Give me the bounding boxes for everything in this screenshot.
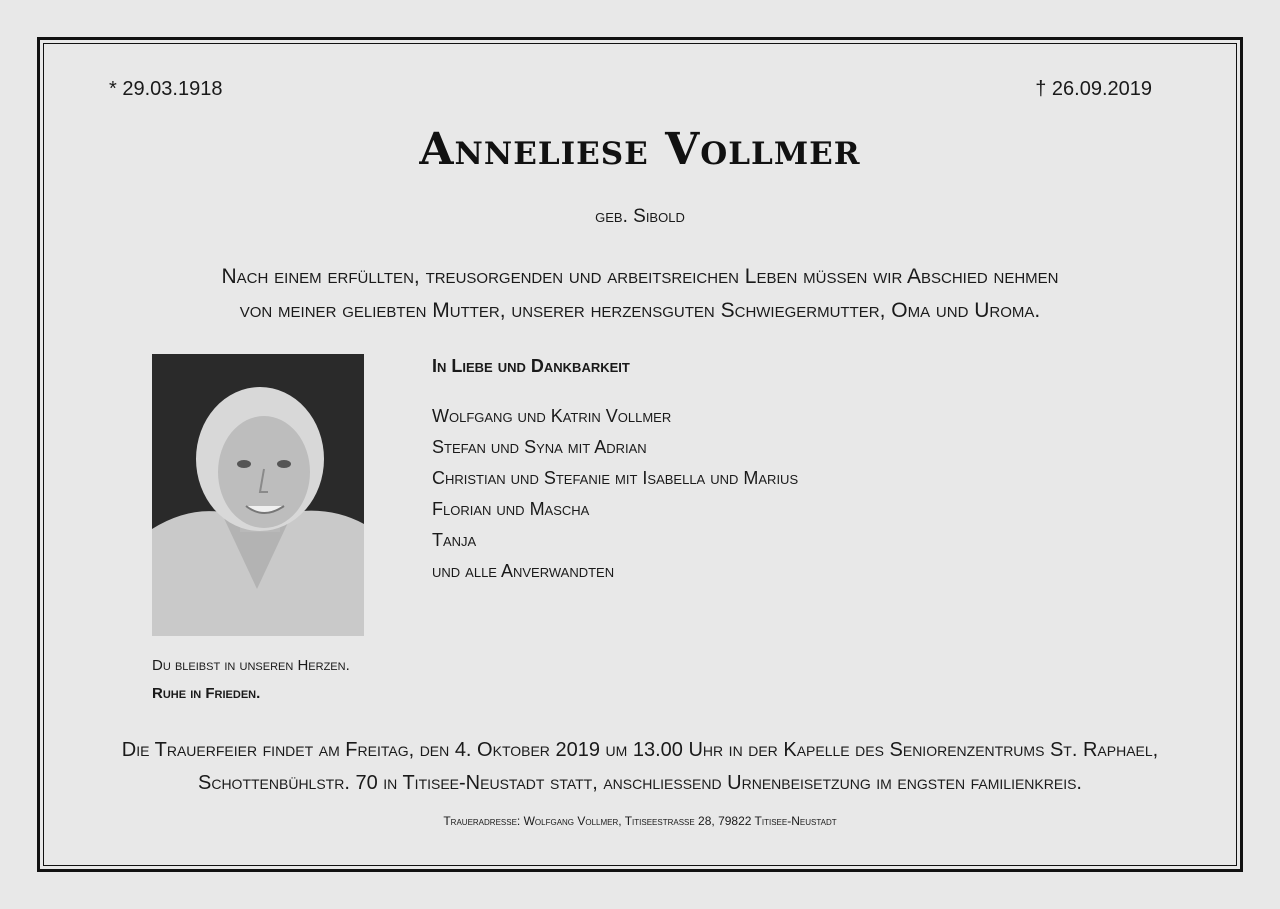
- intro-line: von meiner geliebten Mutter, unserer herzensguten Schwiegermutter, Oma und Uroma.: [239, 299, 1041, 322]
- epitaph-line: Du bleibst in unseren Herzen.: [152, 657, 350, 674]
- portrait-illustration: [152, 354, 364, 636]
- deceased-name: Anneliese Vollmer: [419, 124, 861, 175]
- maiden-name: geb. Sibold: [595, 206, 685, 227]
- mourner-line: Wolfgang und Katrin Vollmer: [432, 406, 672, 426]
- epitaph-line-bold: Ruhe in Frieden.: [152, 685, 261, 702]
- mourning-address: Traueradresse: Wolfgang Vollmer, Titiseestraße 28, 79822 Titisee-Neustadt: [443, 814, 837, 828]
- death-date: † 26.09.2019: [1035, 78, 1152, 100]
- mourner-line: Tanja: [432, 530, 477, 550]
- intro-text: [80, 260, 1200, 328]
- mourner-line: Stefan und Syna mit Adrian: [432, 437, 647, 457]
- intro-line: Nach einem erfüllten, treusorgenden und arbeitsreichen Leben müssen wir Abschied nehmen: [221, 265, 1059, 288]
- mourner-line: und alle Anverwandten: [432, 561, 615, 581]
- mourner-line: Florian und Mascha: [432, 499, 590, 519]
- epitaph: [152, 652, 350, 708]
- mourners-list: [432, 356, 798, 587]
- mourner-line: Christian und Stefanie mit Isabella und Marius: [432, 468, 799, 488]
- service-line: Schottenbühlstr. 70 in Titisee-Neustadt statt, anschließend Urnenbeisetzung im engsten familienkreis.: [198, 772, 1082, 794]
- mourners-heading: In Liebe und Dankbarkeit: [432, 356, 630, 376]
- birth-date: * 29.03.1918: [109, 78, 223, 100]
- portrait-photo: [152, 354, 364, 636]
- service-info: [60, 734, 1220, 800]
- service-line: Die Trauerfeier findet am Freitag, den 4. Oktober 2019 um 13.00 Uhr in der Kapelle des Seniorenzentrums St. Raphael,: [121, 739, 1159, 761]
- obituary-card: [37, 37, 1243, 872]
